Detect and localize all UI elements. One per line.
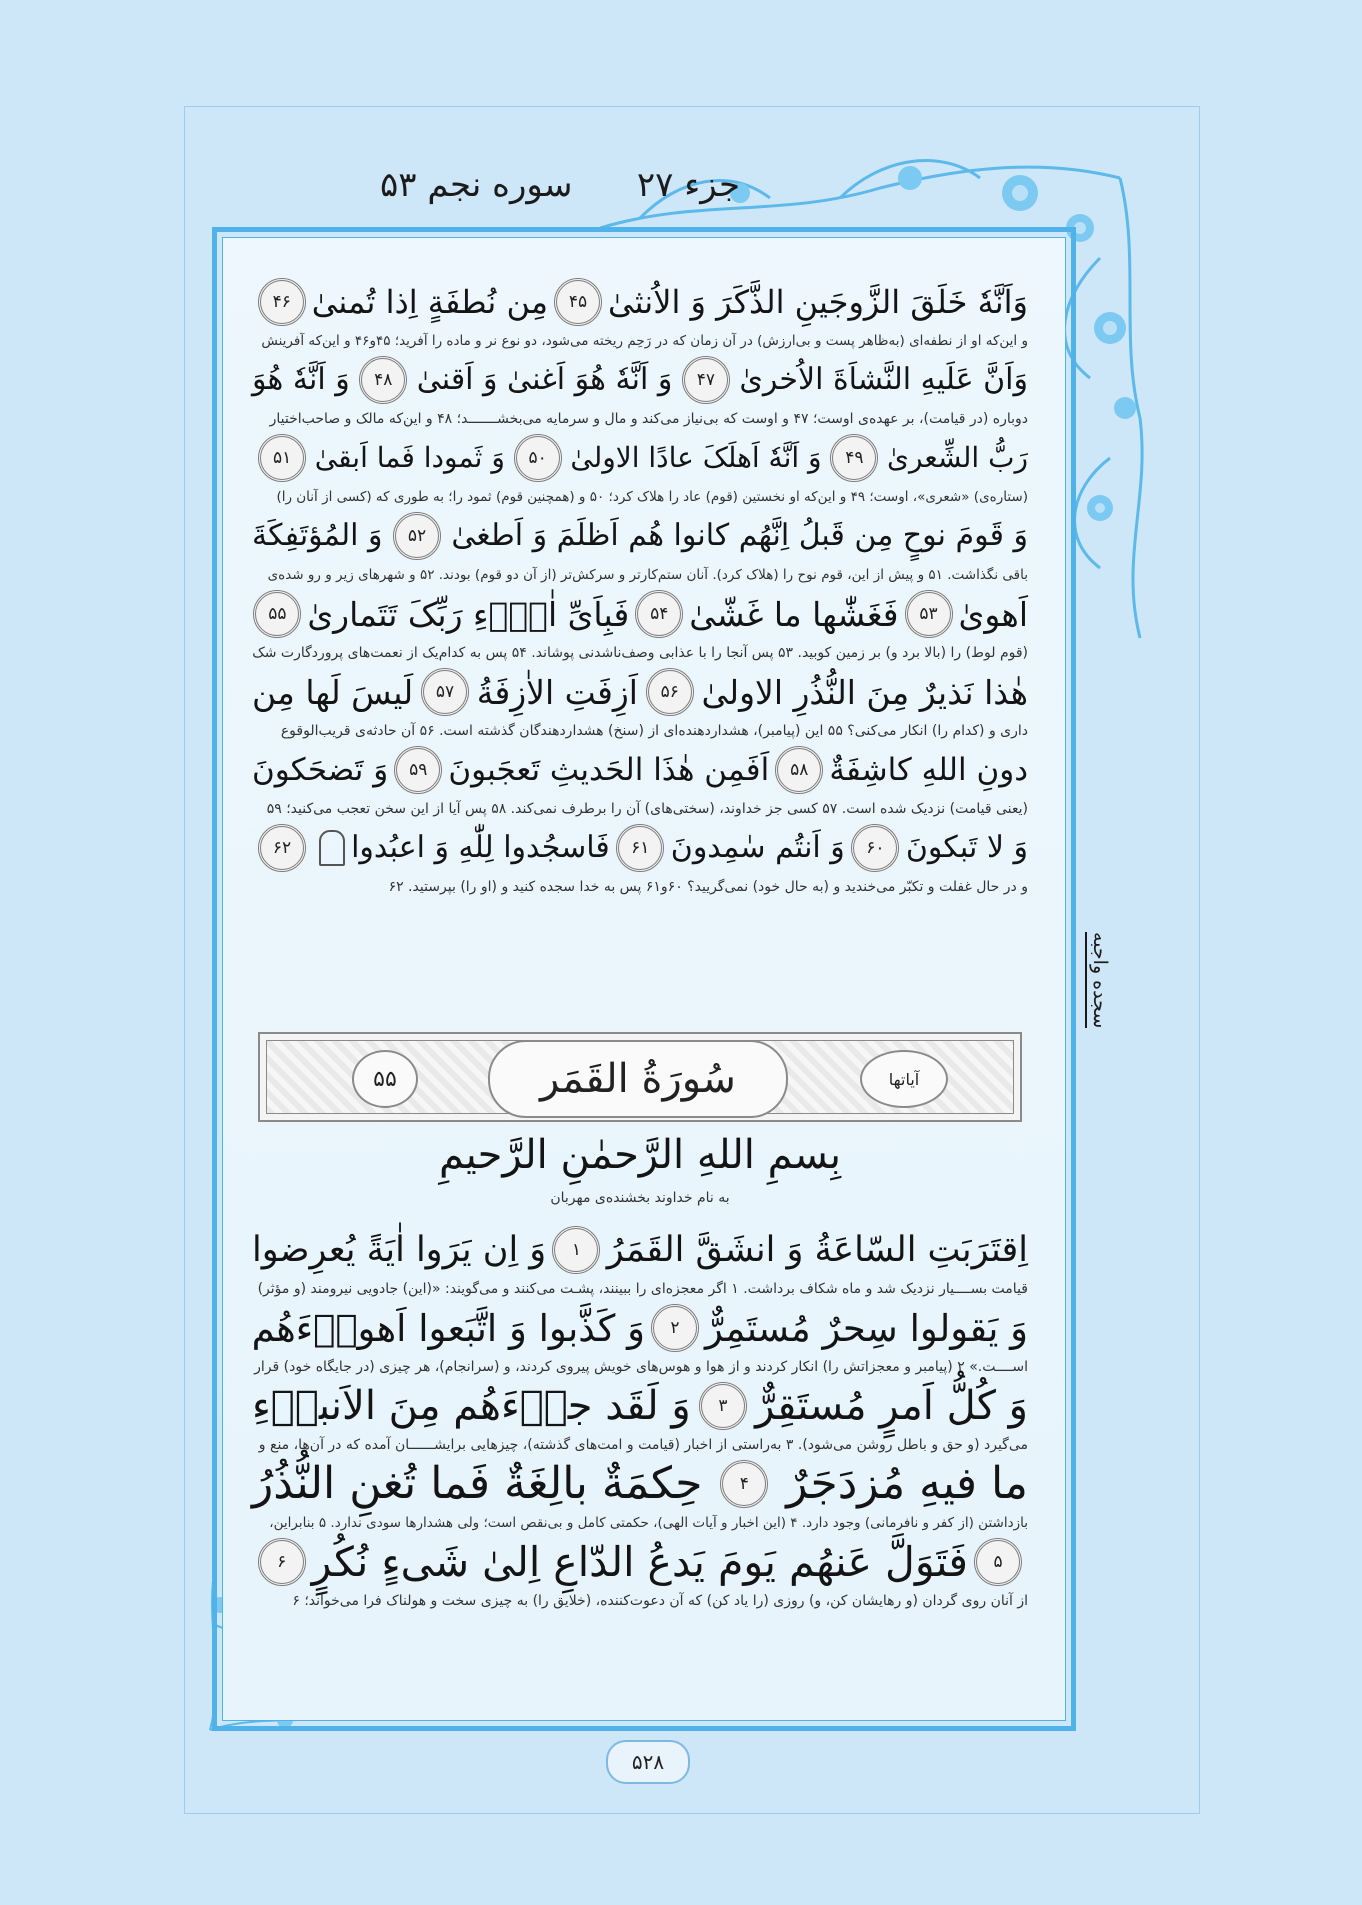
verse-line: [252, 508, 1028, 564]
ayah-number-marker: ۵: [974, 1538, 1022, 1586]
sajda-icon: [319, 830, 345, 866]
verse-text: اِقتَرَبَتِ السّاعَةُ وَ انشَقَّ القَمَرُ: [606, 1229, 1028, 1270]
verse-text: وَ اَنَّهٗ هُوَ: [252, 362, 350, 397]
ayah-number-marker: ۴۷: [682, 356, 730, 404]
verse-text: وَ کَذَّبوا وَ اتَّبَعوا اَهواۤءَهُم: [251, 1306, 645, 1350]
ayat-count: ۵۵: [352, 1050, 418, 1108]
translation-line: و در حال غفلت و تکبّر می‌خندید و (به حال خود) نمی‌گریید؟ ۶۰و۶۱ پس به خدا سجده کنید و (او را) بپرستید. ۶۲: [388, 879, 1028, 895]
surah-label: سوره نجم ۵۳: [380, 165, 573, 205]
ayah-number-marker: ۴۸: [359, 356, 407, 404]
verse-text: فَغَشّٰها ما غَشّیٰ: [689, 594, 899, 634]
verse-text: وَ اَنَّهٗ اَهلَکَ عادًا الاولیٰ: [570, 441, 822, 474]
verse-text: وَ اَنتُم سٰمِدونَ: [670, 830, 845, 865]
translation-line: اســــت.» ۲ (پیامبر و معجزاتش را) انکار کردند و از هوا و هوس‌های خویش پیروی کردند، و (سرانجام)، هر چیزی (در جایگاه خود) قرار: [254, 1359, 1028, 1375]
translation-line: از آنان روی گردان (و رهایشان کن، و) روزی (را یاد کن) که آن دعوت‌کننده، (خلایق را) به چیزی سخت و هولناک فرا می‌خواند؛ ۶: [292, 1593, 1028, 1609]
ayah-number-marker: ۶۰: [851, 824, 899, 872]
verse-line: [252, 430, 1028, 486]
verse-text: وَاَنَّهٗ خَلَقَ الزَّوجَینِ الذَّکَرَ وَ الاُنثیٰ: [607, 283, 1028, 321]
verse-text: اَفَمِن هٰذَا الحَدیثِ تَعجَبونَ: [448, 751, 770, 788]
verse-line: [252, 820, 1028, 876]
page-header: [380, 160, 740, 210]
ayah-number-marker: ۴۶: [258, 278, 306, 326]
translation-line: و این‌که او از نطفه‌ای (به‌ظاهر پست و بی‌ارزش) در آن زمان که در رَحِم ریخته می‌شود، دو نوع نر و ماده را آفرید؛ ۴۵و۴۶ و این‌که آفرینش: [261, 333, 1028, 349]
ayah-number-marker: ۶۱: [616, 824, 664, 872]
sajda-label-text: سجده واجبه: [1085, 932, 1111, 1028]
verse-text: دونِ اللهِ کاشِفَةٌ: [829, 751, 1028, 788]
verse-text: اَهویٰ: [958, 594, 1028, 634]
verse-text: فَتَوَلَّ عَنهُم یَومَ یَدعُ الدّاعِ اِلیٰ شَیءٍ نُکُرٍ: [311, 1537, 968, 1586]
verse-text: ما فیهِ مُزدَجَرٌ: [786, 1458, 1028, 1509]
ayah-number-marker: ۵۲: [393, 512, 441, 560]
verse-text: هٰذا نَذیرٌ مِنَ النُّذُرِ الاولیٰ: [701, 672, 1028, 712]
ayah-number-marker: ۵۴: [635, 590, 683, 638]
verse-text: وَ اِن یَرَوا اٰیَةً یُعرِضوا: [252, 1229, 547, 1270]
juz-label: جزء ۲۷: [636, 165, 740, 205]
ayah-number-marker: ۲: [651, 1304, 699, 1352]
verse-text: وَاَنَّ عَلَیهِ النَّشاَةَ الاُخریٰ: [739, 362, 1028, 397]
bismillah: بِسمِ اللهِ الرَّحمٰنِ الرَّحیمِ: [438, 1132, 842, 1178]
ayah-number-marker: ۵۱: [258, 434, 306, 482]
ayah-number-marker: ۳: [699, 1382, 747, 1430]
page-number: ۵۲۸: [606, 1740, 690, 1784]
translation-line: بازداشتن (از کفر و نافرمانی) وجود دارد. ۴ (این اخبار و آیات الهی)، حکمتی کامل و بی‌نقص است؛ ولی هشدارها سودی ندارد. ۵ بنابراین،: [269, 1515, 1028, 1531]
translation-line: باقی نگذاشت. ۵۱ و پیش از این، قوم نوح را (هلاک کرد). آنان ستم‌کارتر و سرکش‌تر (از آن دو قوم) بودند. ۵۲ و شهرهای زیر و رو شده‌ی: [267, 567, 1028, 583]
translation-line: قیامت بســــیار نزدیک شد و ماه شکاف برداشت. ۱ اگر معجزه‌ای را ببینند، پشـت می‌کنند و می‌گویند: «(این) جادویی نیرومند (و مؤثر): [257, 1281, 1028, 1297]
verse-text: وَ تَضحَکونَ: [252, 751, 389, 788]
translation-line: می‌گیرد (و حق و باطل روشن می‌شود). ۳ به‌راستی از اخبار (قیامت و امت‌های گذشته)، چیزهایی برایشــــــان آمده که در آن‌ها، منع و: [258, 1437, 1028, 1453]
ayah-number-marker: ۴: [720, 1460, 768, 1508]
translation-line: دوباره (در قیامت)، بر عهده‌ی اوست؛ ۴۷ و اوست که بی‌نیاز می‌کند و مال و سرمایه می‌بخشـــــــد؛ ۴۸ و این‌که مالک و صاحب‌اختیار: [269, 411, 1028, 427]
verse-text: وَ ثَمودا فَما اَبقیٰ: [314, 441, 505, 474]
verse-text: وَ قَومَ نوحٍ مِن قَبلُ اِنَّهُم کانوا هُم اَظلَمَ وَ اَطغیٰ: [451, 518, 1028, 553]
verse-line: [252, 1378, 1028, 1434]
surah-name: سُورَةُ القَمَر: [488, 1040, 788, 1118]
ayah-number-marker: ۱: [552, 1226, 600, 1274]
verse-line: [252, 1456, 1028, 1512]
verse-text: وَ المُؤتَفِکَةَ: [252, 518, 383, 553]
verse-text: وَ اَنَّهٗ هُوَ اَغنیٰ وَ اَقنیٰ: [416, 362, 673, 397]
ayah-number-marker: ۶۲: [258, 824, 306, 872]
surah-title-banner: [258, 1032, 1022, 1122]
ayah-number-marker: ۵۶: [646, 668, 694, 716]
verse-line: [252, 1300, 1028, 1356]
verse-line: [252, 1534, 1028, 1590]
verse-line: [252, 274, 1028, 330]
verse-text: وَ یَقولوا سِحرٌ مُستَمِرٌّ: [704, 1306, 1028, 1350]
ayah-number-marker: ۴۹: [830, 434, 878, 482]
translation-line: (ستاره‌ی) «شعری»، اوست؛ ۴۹ و این‌که او نخستین (قوم) عاد را هلاک کرد؛ ۵۰ و (همچنین قوم) ثمود را؛ به طوری که (کسی از آنان را): [276, 489, 1028, 505]
verse-line: [252, 1222, 1028, 1278]
ayah-number-marker: ۵۳: [905, 590, 953, 638]
translation-line: داری و (کدام را) انکار می‌کنی؟ ۵۵ این (پیامبر)، هشداردهنده‌ای از (سنخ) هشداردهندگان گذشته است. ۵۶ آن حادثه‌ی قریب‌الوقوع: [280, 723, 1028, 739]
translation-line: (یعنی قیامت) نزدیک شده است. ۵۷ کسی جز خداوند، (سختی‌های) آن را برطرف نمی‌کند. ۵۸ پس آیا از این سخن تعجب می‌کنید؛ ۵۹: [266, 801, 1028, 817]
verse-text: حِکمَةٌ بالِغَةٌ فَما تُغنِ النُّذُرُ: [252, 1458, 703, 1509]
ayah-number-marker: ۵۵: [253, 590, 301, 638]
verse-line: [252, 742, 1028, 798]
ayah-number-marker: ۶: [258, 1538, 306, 1586]
verse-text: فَاسجُدوا لِلّٰهِ وَ اعبُدوا: [351, 830, 610, 865]
bismillah-translation: به نام خداوند بخشنده‌ی مهربان: [550, 1190, 730, 1206]
verse-text: وَ لَقَد جاۤءَهُم مِنَ الاَنباۤءِ: [252, 1383, 691, 1429]
verse-line: [252, 352, 1028, 408]
verse-text: فَبِاَیِّ اٰلاۤءِ رَبِّکَ تَتَماریٰ: [307, 594, 630, 634]
verse-text: لَیسَ لَها مِن: [252, 672, 414, 712]
ayat-label: آیاتها: [860, 1050, 948, 1108]
ayah-number-marker: ۵۸: [775, 746, 823, 794]
verse-text: رَبُّ الشِّعریٰ: [887, 441, 1028, 474]
ayah-number-marker: ۵۰: [514, 434, 562, 482]
ayah-number-marker: ۵۷: [421, 668, 469, 716]
ayah-number-marker: ۴۵: [554, 278, 602, 326]
verse-line: [252, 664, 1028, 720]
ayah-number-marker: ۵۹: [394, 746, 442, 794]
verse-text: اَزِفَتِ الاٰزِفَةُ: [476, 672, 638, 712]
sajda-side-label: [1084, 920, 1112, 1040]
verse-text: مِن نُطفَةٍ اِذا تُمنیٰ: [311, 283, 548, 321]
verse-text: وَ لا تَبکونَ: [905, 830, 1028, 865]
verse-text: وَ کُلُّ اَمرٍ مُستَقِرٌّ: [755, 1383, 1028, 1429]
translation-line: (قوم لوط) را (بالا برد و) بر زمین کوبید. ۵۳ پس آنجا را با عذابی وصف‌ناشدنی پوشاند. ۵۴ پس به کدام‌یک از نعمت‌های پروردگارت شک: [252, 645, 1028, 661]
verse-line: [252, 586, 1028, 642]
